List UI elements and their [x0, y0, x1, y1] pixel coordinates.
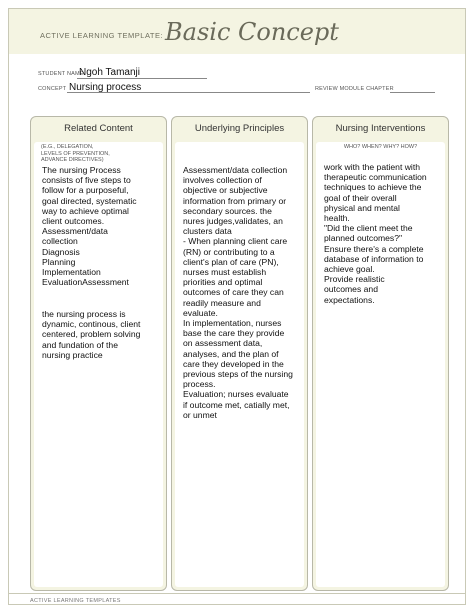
nursing-interventions-title: Nursing Interventions [335, 123, 426, 134]
footer-divider [9, 593, 465, 594]
nursing-interventions-subtitle: WHO? WHEN? WHY? HOW? [343, 144, 418, 150]
concept-label: CONCEPT [38, 86, 67, 92]
underlying-principles-paragraph: Assessment/data collection involves collection of objective or subjective information from primary or secondary sources. the nures judges,validates, an clusters data - When planning client care (RN) or contributing to a client's plan of care (PN), nurses must establish priorities and optimal outcomes of care they can readily measure and evaluate. In implementation, nurses base the care they provide on assessment data, analyses, and the plan of care they developed in the previous steps of the nursing process. Evaluation; nurses evaluate if outcome met, catially met, or unmet [183, 165, 293, 420]
related-content-body [34, 142, 163, 587]
column-nursing-interventions [312, 116, 449, 591]
review-module-label: REVIEW MODULE CHAPTER [315, 86, 394, 92]
student-name-value[interactable]: Ngoh Tamanji [79, 67, 140, 78]
related-content-paragraph-2: the nursing process is dynamic, continous, client centered, problem solving and fundation of the nursing practice [42, 309, 141, 360]
nursing-interventions-body [316, 142, 445, 587]
header-band [9, 9, 465, 54]
related-content-subtitle-text: (E.G., DELEGATION, LEVELS OF PREVENTION, ADVANCE DIRECTIVES) [41, 144, 110, 163]
underlying-principles-body [175, 142, 304, 587]
column-underlying-principles [171, 116, 308, 591]
footer-label: ACTIVE LEARNING TEMPLATES [30, 598, 121, 604]
column-related-content [30, 116, 167, 591]
student-name-label: STUDENT NAME [38, 71, 84, 77]
template-title: Basic Concept [165, 18, 339, 46]
review-module-line [390, 92, 435, 93]
related-content-subtitle [41, 144, 163, 164]
template-label: ACTIVE LEARNING TEMPLATE: [40, 31, 164, 40]
nursing-interventions-paragraph: work with the patient with therapeutic communication techniques to achieve the goal of their overall physical and mental health. "Did the client meet the planned outcomes?" Ensure there's a complete database of information to achieve goal. Provide realistic outcomes and expectations. [324, 162, 427, 305]
underlying-principles-title: Underlying Principles [194, 123, 285, 134]
concept-value[interactable]: Nursing process [69, 82, 142, 93]
page-frame [8, 8, 466, 605]
concept-line [67, 92, 310, 93]
related-content-title: Related Content [64, 123, 133, 134]
student-name-line [77, 78, 207, 79]
related-content-paragraph-1: The nursing Process consists of five steps to follow for a purposeful, goal directed, systematic way to achieve optimal client outcomes. Assessment/data collection Diagnosis Planning Implementation EvaluationAssessment [42, 165, 137, 288]
